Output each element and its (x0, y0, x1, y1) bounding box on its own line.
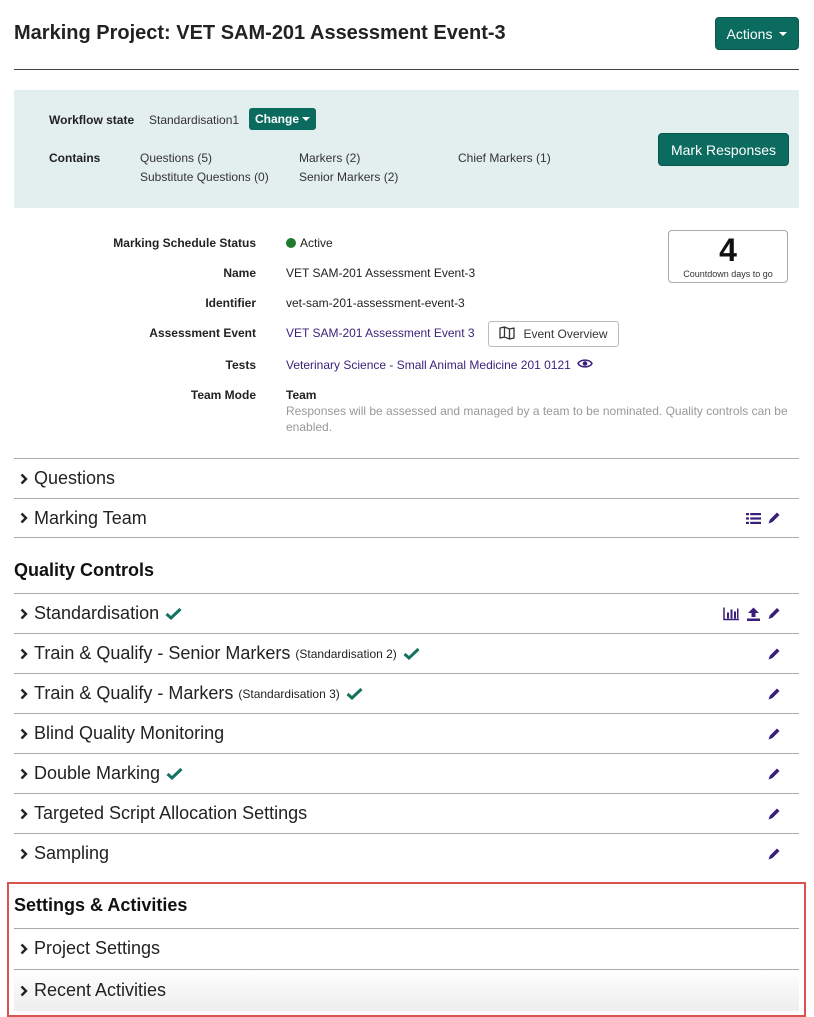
qc-train-qualify-markers[interactable] (14, 673, 799, 713)
blind-monitoring-actions (767, 727, 781, 741)
qc-label: Train & Qualify - Markers (34, 683, 234, 703)
qc-standardisation[interactable] (14, 593, 799, 633)
markers-count-link[interactable]: Markers (2) (299, 151, 361, 165)
tests-link[interactable]: Veterinary Science - Small Animal Medicine 201 0121 (286, 358, 571, 372)
qc-sublabel: (Standardisation 2) (295, 646, 397, 661)
name-label: Name (223, 266, 256, 280)
chevron-right-icon (14, 608, 34, 620)
bar-chart-icon[interactable] (723, 607, 740, 621)
event-overview-button[interactable] (488, 321, 619, 347)
pencil-icon[interactable] (767, 807, 781, 821)
assessment-event-link[interactable]: VET SAM-201 Assessment Event 3 (286, 326, 475, 340)
chevron-right-icon (14, 848, 34, 860)
qc-label: Blind Quality Monitoring (34, 723, 225, 743)
double-marking-actions (767, 767, 781, 781)
marking-team-actions (746, 511, 781, 525)
pencil-icon[interactable] (767, 511, 781, 525)
targeted-allocation-actions (767, 807, 781, 821)
section-label: Project Settings (34, 938, 161, 958)
section-marking-team[interactable] (14, 498, 799, 538)
chevron-right-icon (14, 728, 34, 740)
pencil-icon[interactable] (767, 607, 781, 621)
workflow-panel (14, 90, 799, 208)
identifier-label: Identifier (205, 296, 256, 310)
team-mode-label: Team Mode (190, 388, 256, 402)
page-title: Marking Project: VET SAM-201 Assessment Event-3 (14, 22, 506, 44)
caret-down-icon (779, 32, 787, 36)
name-value: VET SAM-201 Assessment Event-3 (286, 266, 476, 280)
check-icon (403, 647, 420, 660)
quality-controls-heading: Quality Controls (14, 560, 155, 580)
section-project-settings[interactable] (14, 928, 799, 968)
qc-label: Targeted Script Allocation Settings (34, 803, 308, 823)
tests-label: Tests (225, 358, 256, 372)
pencil-icon[interactable] (767, 687, 781, 701)
workflow-state-label: Workflow state (49, 113, 135, 127)
countdown-value: 4 (719, 232, 737, 268)
pencil-icon[interactable] (767, 727, 781, 741)
countdown-caption: Countdown days to go (683, 269, 773, 279)
status-dot-icon (286, 238, 296, 248)
upload-icon[interactable] (746, 606, 761, 621)
check-icon (165, 607, 182, 620)
countdown-card (668, 230, 788, 283)
section-label: Questions (34, 468, 116, 488)
assessment-event-label: Assessment Event (149, 326, 256, 340)
chevron-right-icon (14, 512, 34, 524)
check-icon (166, 767, 183, 780)
standardisation-actions (723, 606, 781, 621)
qc-targeted-script-allocation[interactable] (14, 793, 799, 833)
qc-label: Train & Qualify - Senior Markers (34, 643, 291, 663)
section-recent-activities[interactable] (14, 969, 799, 1011)
chevron-right-icon (14, 768, 34, 780)
senior-markers-count-link[interactable]: Senior Markers (2) (299, 170, 399, 184)
pencil-icon[interactable] (767, 847, 781, 861)
pencil-icon[interactable] (767, 767, 781, 781)
qc-label: Standardisation (34, 603, 160, 623)
status-text: Active (300, 236, 333, 250)
title-divider (14, 69, 799, 70)
chevron-right-icon (14, 943, 34, 955)
status-value (286, 236, 333, 250)
change-button-label: Change (254, 112, 299, 126)
qc-train-qualify-senior-markers[interactable] (14, 633, 799, 673)
section-label: Recent Activities (34, 980, 167, 1000)
section-questions[interactable] (14, 458, 799, 498)
pencil-icon[interactable] (767, 647, 781, 661)
tests-value (286, 358, 593, 372)
qc-label: Sampling (34, 843, 110, 863)
chief-markers-count-link[interactable]: Chief Markers (1) (458, 151, 551, 165)
questions-count-link[interactable]: Questions (5) (140, 151, 213, 165)
chevron-right-icon (14, 648, 34, 660)
section-label: Marking Team (34, 507, 147, 528)
qc-blind-quality-monitoring[interactable] (14, 713, 799, 753)
identifier-value: vet-sam-201-assessment-event-3 (286, 296, 465, 310)
chevron-right-icon (14, 985, 34, 997)
markers-actions (767, 687, 781, 701)
change-workflow-button[interactable] (249, 108, 316, 130)
qc-label: Double Marking (34, 763, 161, 783)
eye-icon[interactable] (577, 358, 593, 372)
mark-responses-button[interactable]: Mark Responses (658, 133, 789, 166)
event-overview-label: Event Overview (523, 327, 608, 341)
check-icon (346, 687, 363, 700)
substitute-questions-count-link[interactable]: Substitute Questions (0) (140, 170, 269, 184)
chevron-right-icon (14, 473, 34, 485)
settings-activities-heading: Settings & Activities (14, 895, 188, 915)
map-icon (499, 326, 515, 343)
actions-button[interactable] (715, 17, 799, 50)
workflow-state-value: Standardisation1 (149, 113, 240, 127)
chevron-right-icon (14, 688, 34, 700)
caret-down-icon (302, 117, 310, 121)
qc-sublabel: (Standardisation 3) (238, 686, 340, 701)
status-label: Marking Schedule Status (113, 236, 256, 250)
sampling-actions (767, 847, 781, 861)
qc-sampling[interactable] (14, 833, 799, 873)
list-icon[interactable] (746, 512, 761, 525)
team-mode-description: Responses will be assessed and managed by a team to be nominated. Quality controls can be enabled. (286, 404, 788, 434)
actions-button-label: Actions (726, 25, 773, 42)
team-mode-value: Team (286, 388, 317, 402)
chevron-right-icon (14, 808, 34, 820)
senior-markers-actions (767, 647, 781, 661)
qc-double-marking[interactable] (14, 753, 799, 793)
contains-label: Contains (49, 151, 101, 165)
